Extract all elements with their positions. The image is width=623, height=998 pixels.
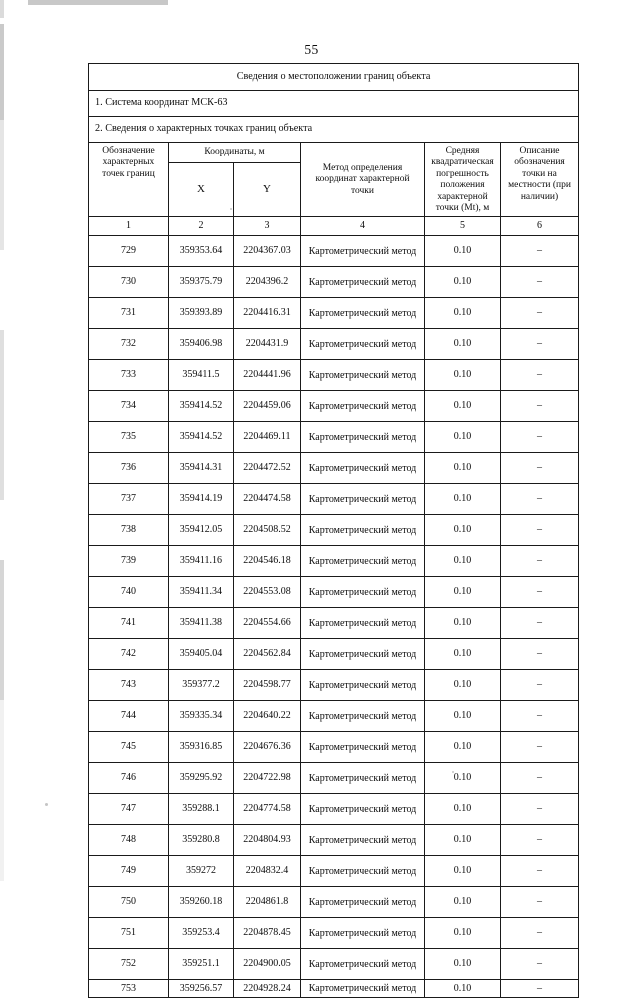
cell-coordinate-x: 359256.57 (169, 980, 234, 998)
cell-mean-square-error: 0.10 (425, 298, 501, 329)
cell-method: Картометрический метод (301, 329, 425, 360)
table-row (89, 484, 579, 515)
cell-mean-square-error: 0.10 (425, 577, 501, 608)
column-number-1: 1 (89, 217, 169, 236)
cell-method: Картометрический метод (301, 608, 425, 639)
cell-method: Картометрический метод (301, 298, 425, 329)
cell-coordinate-y: 2204722.98 (234, 763, 301, 794)
table-row (89, 670, 579, 701)
cell-description: – (501, 608, 579, 639)
cell-method: Картометрический метод (301, 732, 425, 763)
cell-coordinate-y: 2204774.58 (234, 794, 301, 825)
cell-description: – (501, 732, 579, 763)
cell-coordinate-y: 2204459.06 (234, 391, 301, 422)
cell-point-designation: 736 (89, 453, 169, 484)
cell-coordinate-x: 359316.85 (169, 732, 234, 763)
table-row (89, 980, 579, 998)
cell-coordinate-x: 359335.34 (169, 701, 234, 732)
cell-description: – (501, 887, 579, 918)
table-header-row-top (89, 143, 579, 163)
cell-method: Картометрический метод (301, 794, 425, 825)
table-body (89, 236, 579, 998)
cell-coordinate-x: 359411.16 (169, 546, 234, 577)
cell-point-designation: 750 (89, 887, 169, 918)
cell-description: – (501, 329, 579, 360)
table-row (89, 267, 579, 298)
cell-description: – (501, 422, 579, 453)
cell-description: – (501, 453, 579, 484)
cell-method: Картометрический метод (301, 763, 425, 794)
cell-description: – (501, 918, 579, 949)
cell-point-designation: 752 (89, 949, 169, 980)
table-row (89, 887, 579, 918)
table-row (89, 546, 579, 577)
column-number-4: 4 (301, 217, 425, 236)
cell-method: Картометрический метод (301, 825, 425, 856)
cell-coordinate-x: 359414.31 (169, 453, 234, 484)
cell-mean-square-error: 0.10 (425, 608, 501, 639)
cell-point-designation: 744 (89, 701, 169, 732)
header-y-axis: Y (234, 163, 301, 217)
cell-coordinate-y: 2204562.84 (234, 639, 301, 670)
cell-point-designation: 747 (89, 794, 169, 825)
cell-method: Картометрический метод (301, 577, 425, 608)
cell-coordinate-y: 2204832.4 (234, 856, 301, 887)
table-row (89, 608, 579, 639)
cell-point-designation: 741 (89, 608, 169, 639)
cell-description: – (501, 825, 579, 856)
cell-coordinate-y: 2204804.93 (234, 825, 301, 856)
page-number: 55 (304, 42, 319, 57)
cell-description: – (501, 980, 579, 998)
column-number-5: 5 (425, 217, 501, 236)
table-banner-row (89, 64, 579, 91)
cell-description: – (501, 639, 579, 670)
cell-mean-square-error: 0.10 (425, 732, 501, 763)
cell-mean-square-error: 0.10 (425, 763, 501, 794)
cell-method: Картометрический метод (301, 887, 425, 918)
cell-description: – (501, 794, 579, 825)
table-row (89, 391, 579, 422)
cell-coordinate-x: 359411.38 (169, 608, 234, 639)
cell-coordinate-x: 359375.79 (169, 267, 234, 298)
cell-coordinate-x: 359377.2 (169, 670, 234, 701)
cell-description: – (501, 391, 579, 422)
cell-coordinate-y: 2204441.96 (234, 360, 301, 391)
cell-mean-square-error: 0.10 (425, 918, 501, 949)
cell-method: Картометрический метод (301, 515, 425, 546)
table-row (89, 856, 579, 887)
cell-point-designation: 735 (89, 422, 169, 453)
cell-mean-square-error: 0.10 (425, 887, 501, 918)
cell-mean-square-error: 0.10 (425, 484, 501, 515)
header-mean-square-error: Средняя квадратическая погрешность положения характерной точки (Mt), м (425, 143, 501, 217)
cell-point-designation: 739 (89, 546, 169, 577)
scan-speck-artifact (45, 803, 48, 806)
table-row (89, 763, 579, 794)
cell-method: Картометрический метод (301, 949, 425, 980)
cell-coordinate-x: 359406.98 (169, 329, 234, 360)
cell-mean-square-error: 0.10 (425, 670, 501, 701)
header-x-axis: X (169, 163, 234, 217)
cell-mean-square-error: 0.10 (425, 360, 501, 391)
header-method: Метод определения координат характерной точки (301, 143, 425, 217)
cell-coordinate-x: 359412.05 (169, 515, 234, 546)
cell-coordinate-x: 359411.34 (169, 577, 234, 608)
table-row (89, 360, 579, 391)
header-coordinates-group: Координаты, м (169, 143, 301, 163)
cell-description: – (501, 298, 579, 329)
table-row (89, 329, 579, 360)
table-row (89, 236, 579, 267)
header-point-designation: Обозначение характерных точек границ (89, 143, 169, 217)
cell-coordinate-y: 2204878.45 (234, 918, 301, 949)
cell-method: Картометрический метод (301, 422, 425, 453)
cell-coordinate-x: 359251.1 (169, 949, 234, 980)
cell-coordinate-x: 359295.92 (169, 763, 234, 794)
table-row (89, 515, 579, 546)
cell-method: Картометрический метод (301, 918, 425, 949)
cell-point-designation: 745 (89, 732, 169, 763)
cell-coordinate-y: 2204367.03 (234, 236, 301, 267)
scan-smudge-artifact (28, 0, 168, 5)
cell-coordinate-x: 359414.52 (169, 391, 234, 422)
cell-point-designation: 742 (89, 639, 169, 670)
cell-mean-square-error: 0.10 (425, 329, 501, 360)
cell-point-designation: 729 (89, 236, 169, 267)
cell-coordinate-y: 2204431.9 (234, 329, 301, 360)
cell-coordinate-y: 2204676.36 (234, 732, 301, 763)
cell-point-designation: 738 (89, 515, 169, 546)
cell-point-designation: 733 (89, 360, 169, 391)
cell-method: Картометрический метод (301, 484, 425, 515)
cell-coordinate-x: 359260.18 (169, 887, 234, 918)
cell-coordinate-x: 359405.04 (169, 639, 234, 670)
column-number-3: 3 (234, 217, 301, 236)
cell-point-designation: 743 (89, 670, 169, 701)
cell-coordinate-y: 2204396.2 (234, 267, 301, 298)
cell-method: Картометрический метод (301, 670, 425, 701)
cell-description: – (501, 577, 579, 608)
coordinate-system-label: 1. Система координат МСК-63 (89, 91, 579, 117)
cell-method: Картометрический метод (301, 639, 425, 670)
cell-mean-square-error: 0.10 (425, 639, 501, 670)
column-number-6: 6 (501, 217, 579, 236)
cell-point-designation: 753 (89, 980, 169, 998)
cell-coordinate-x: 359272 (169, 856, 234, 887)
column-number-row (89, 217, 579, 236)
cell-mean-square-error: 0.10 (425, 391, 501, 422)
boundary-points-table (88, 63, 579, 998)
cell-coordinate-x: 359414.52 (169, 422, 234, 453)
cell-coordinate-x: 359393.89 (169, 298, 234, 329)
table-row (89, 794, 579, 825)
table-row (89, 298, 579, 329)
cell-point-designation: 731 (89, 298, 169, 329)
cell-description: – (501, 484, 579, 515)
cell-coordinate-x: 359411.5 (169, 360, 234, 391)
cell-coordinate-y: 2204472.52 (234, 453, 301, 484)
cell-coordinate-x: 359280.8 (169, 825, 234, 856)
cell-method: Картометрический метод (301, 701, 425, 732)
cell-coordinate-y: 2204554.66 (234, 608, 301, 639)
document-banner-title: Сведения о местоположении границ объекта (89, 64, 579, 91)
cell-point-designation: 740 (89, 577, 169, 608)
cell-description: – (501, 360, 579, 391)
cell-coordinate-y: 2204861.8 (234, 887, 301, 918)
table-row (89, 732, 579, 763)
cell-mean-square-error: 0.10 (425, 236, 501, 267)
cell-point-designation: 732 (89, 329, 169, 360)
table-row (89, 701, 579, 732)
cell-method: Картометрический метод (301, 267, 425, 298)
table-row (89, 639, 579, 670)
cell-description: – (501, 701, 579, 732)
cell-method: Картометрический метод (301, 391, 425, 422)
section-2-row (89, 117, 579, 143)
cell-method: Картометрический метод (301, 360, 425, 391)
table-row (89, 577, 579, 608)
cell-coordinate-y: 2204469.11 (234, 422, 301, 453)
cell-point-designation: 737 (89, 484, 169, 515)
cell-mean-square-error: 0.10 (425, 949, 501, 980)
cell-description: – (501, 949, 579, 980)
cell-point-designation: 730 (89, 267, 169, 298)
cell-description: – (501, 856, 579, 887)
cell-coordinate-x: 359353.64 (169, 236, 234, 267)
cell-description: – (501, 670, 579, 701)
table-row (89, 453, 579, 484)
cell-mean-square-error: 0.10 (425, 856, 501, 887)
cell-coordinate-x: 359253.4 (169, 918, 234, 949)
cell-mean-square-error: 0.10 (425, 980, 501, 998)
cell-method: Картометрический метод (301, 546, 425, 577)
cell-coordinate-y: 2204508.52 (234, 515, 301, 546)
characteristic-points-label: 2. Сведения о характерных точках границ объекта (89, 117, 579, 143)
cell-coordinate-y: 2204900.05 (234, 949, 301, 980)
cell-coordinate-x: 359288.1 (169, 794, 234, 825)
cell-description: – (501, 546, 579, 577)
cell-method: Картометрический метод (301, 980, 425, 998)
table-row (89, 825, 579, 856)
table-row (89, 949, 579, 980)
table-row (89, 918, 579, 949)
cell-description: – (501, 236, 579, 267)
header-description: Описание обозначения точки на местности (при наличии) (501, 143, 579, 217)
cell-method: Картометрический метод (301, 856, 425, 887)
cell-description: – (501, 267, 579, 298)
cell-method: Картометрический метод (301, 453, 425, 484)
table-row (89, 422, 579, 453)
cell-mean-square-error: 0.10 (425, 794, 501, 825)
cell-point-designation: 748 (89, 825, 169, 856)
cell-mean-square-error: 0.10 (425, 453, 501, 484)
cell-coordinate-y: 2204474.58 (234, 484, 301, 515)
cell-mean-square-error: 0.10 (425, 701, 501, 732)
cell-description: – (501, 763, 579, 794)
cell-point-designation: 751 (89, 918, 169, 949)
cell-description: – (501, 515, 579, 546)
section-1-row (89, 91, 579, 117)
cell-mean-square-error: 0.10 (425, 422, 501, 453)
scan-edge-artifact (0, 0, 4, 881)
cell-coordinate-y: 2204553.08 (234, 577, 301, 608)
cell-coordinate-y: 2204598.77 (234, 670, 301, 701)
cell-coordinate-x: 359414.19 (169, 484, 234, 515)
cell-coordinate-y: 2204416.31 (234, 298, 301, 329)
cell-method: Картометрический метод (301, 236, 425, 267)
cell-mean-square-error: 0.10 (425, 825, 501, 856)
cell-point-designation: 734 (89, 391, 169, 422)
cell-point-designation: 749 (89, 856, 169, 887)
cell-mean-square-error: 0.10 (425, 515, 501, 546)
cell-mean-square-error: 0.10 (425, 267, 501, 298)
column-number-2: 2 (169, 217, 234, 236)
cell-mean-square-error: 0.10 (425, 546, 501, 577)
cell-coordinate-y: 2204546.18 (234, 546, 301, 577)
cell-coordinate-y: 2204928.24 (234, 980, 301, 998)
cell-point-designation: 746 (89, 763, 169, 794)
cell-coordinate-y: 2204640.22 (234, 701, 301, 732)
